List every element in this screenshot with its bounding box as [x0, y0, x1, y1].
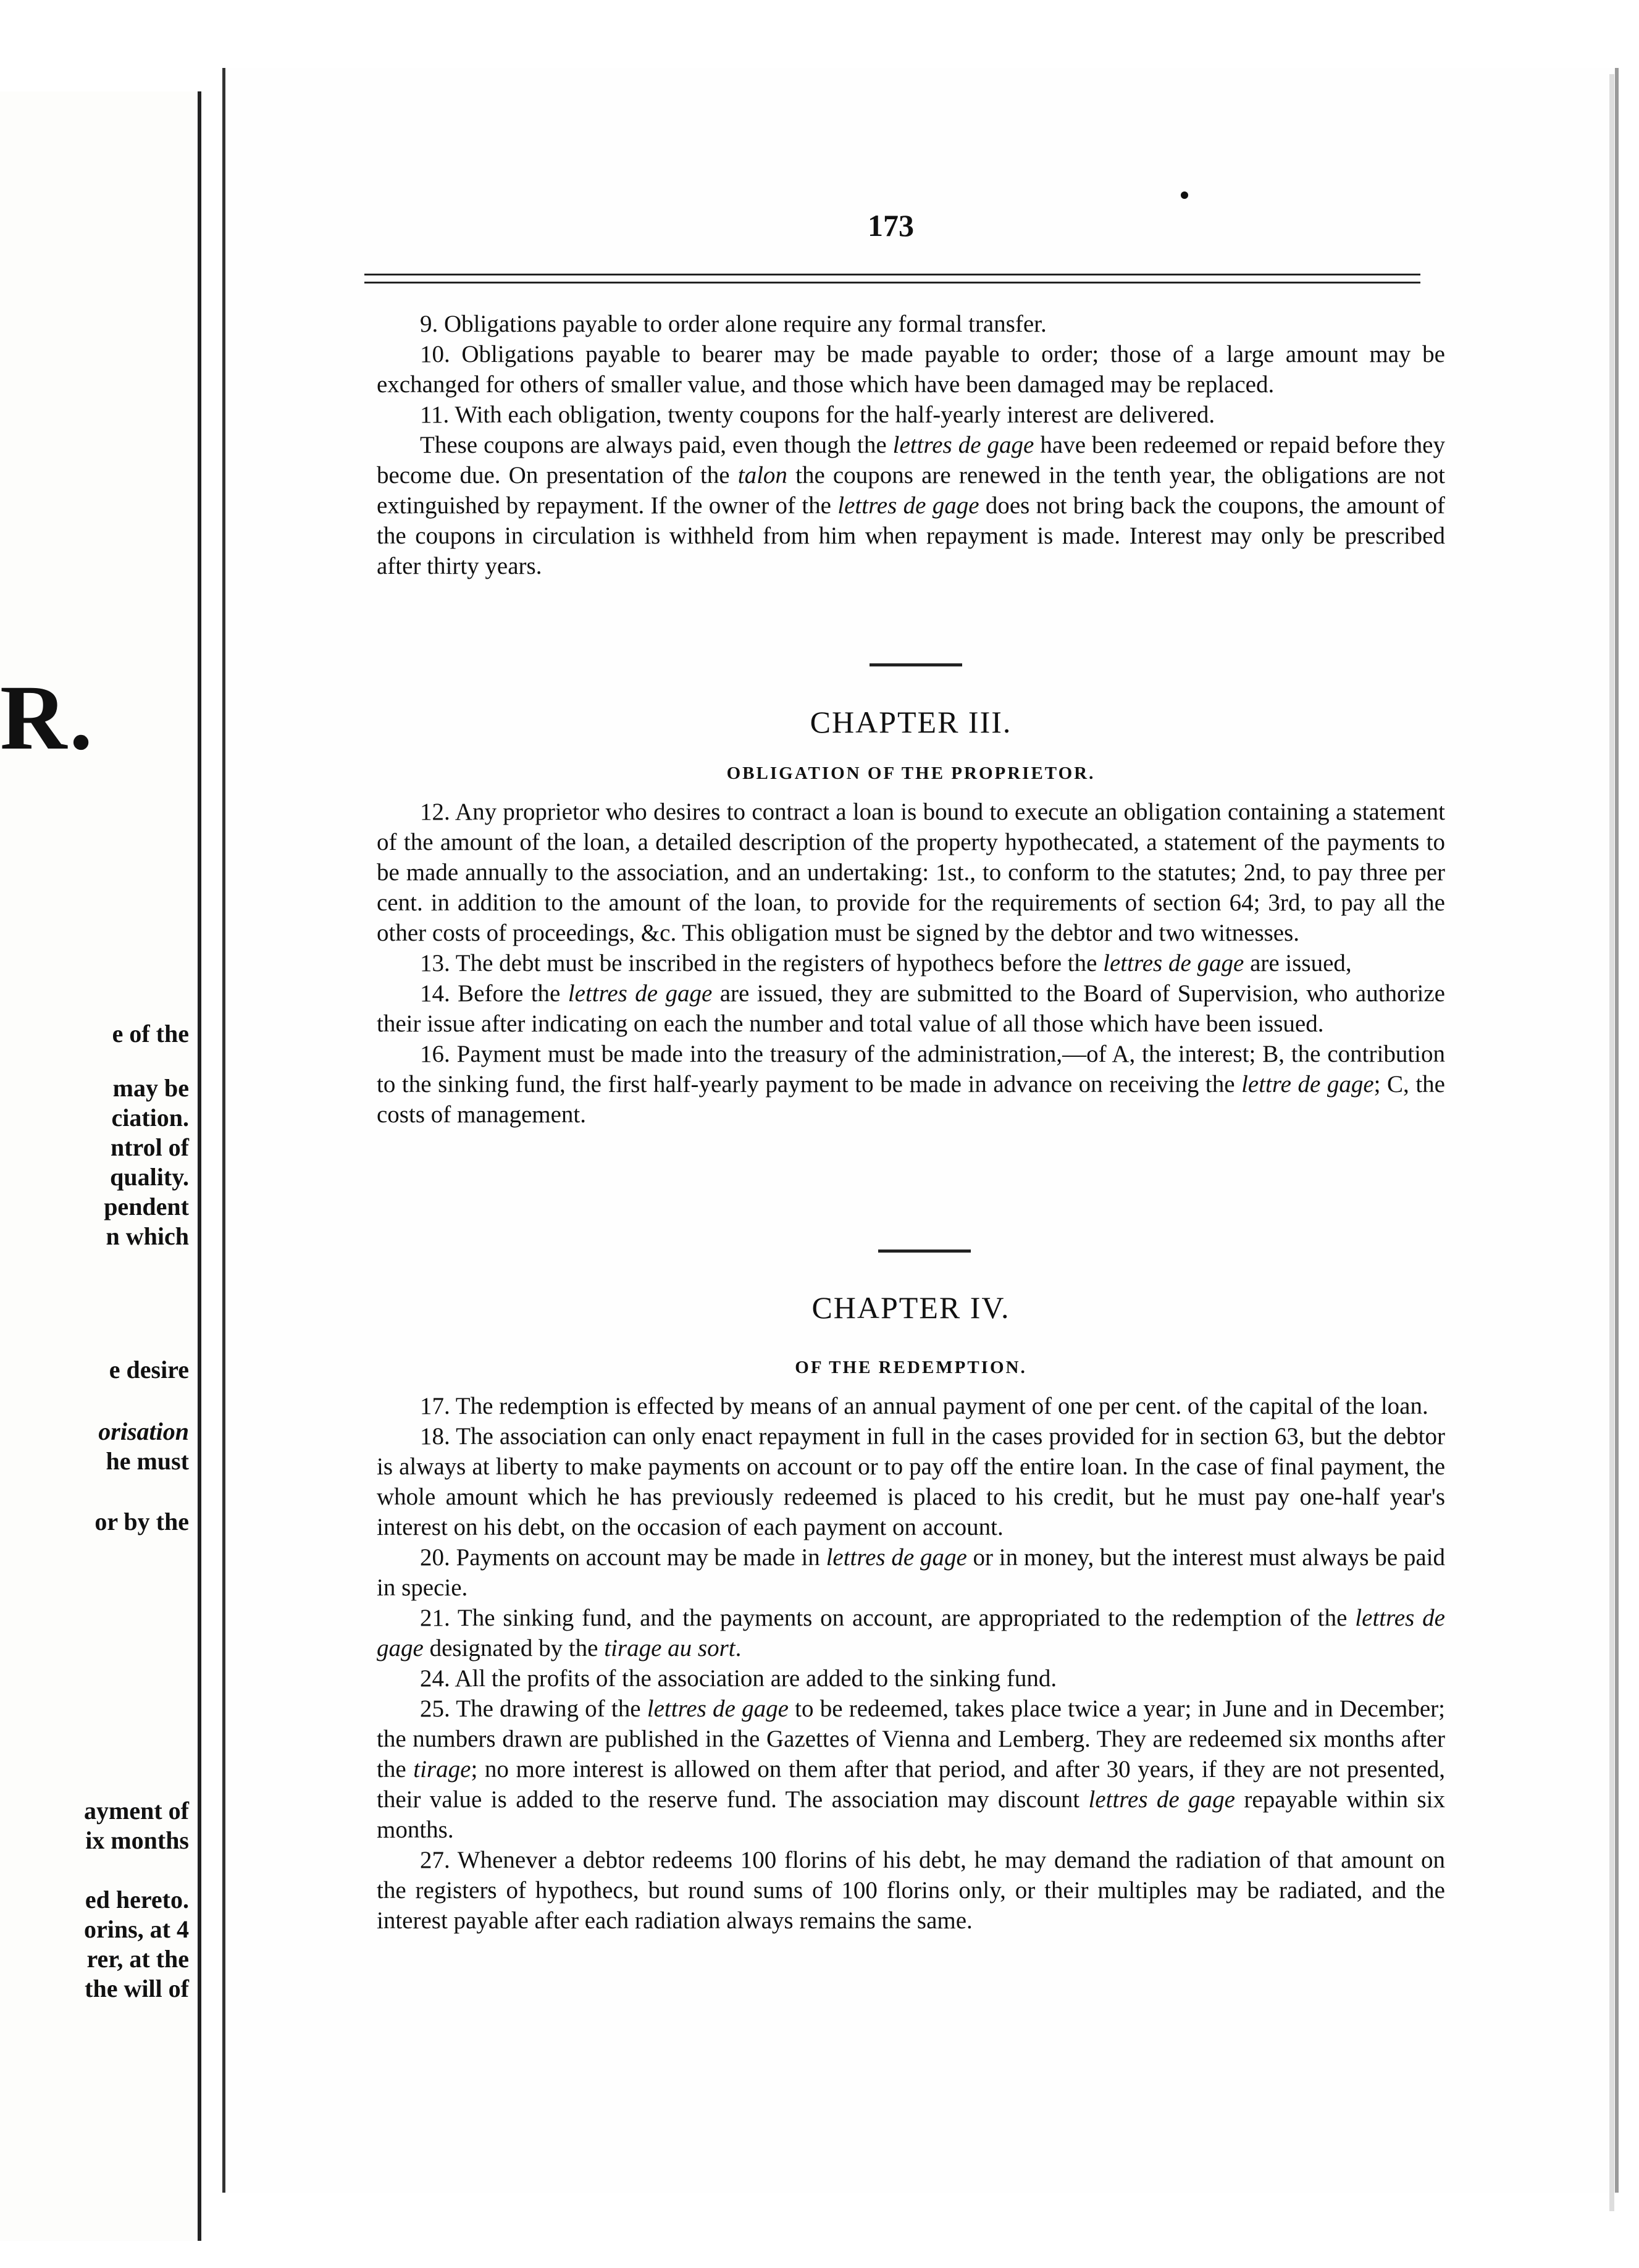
paragraph: 24. All the profits of the association are added to the sinking fund.	[420, 1665, 1057, 1692]
left-page-fragment: ix months	[85, 1826, 189, 1854]
paragraph: 14. Before the lettres de gage are issued, they are submitted to the Board of Supervision, who authorize their issue after indicating on each the number and total value of all those which have been issued.	[377, 980, 1445, 1037]
paragraph: 16. Payment must be made into the treasury of the administration,—of A, the interest; B, the contribution to the sinking fund, the first half-yearly payment to be made in advance on receiving the lettre de gage; C, the costs of management.	[377, 1041, 1445, 1128]
chapter-4-subtitle: OF THE REDEMPTION.	[795, 1358, 1027, 1377]
paragraph: 11. With each obligation, twenty coupons for the half-yearly interest are delivered.	[420, 401, 1215, 428]
left-page-fragment: n which	[106, 1222, 189, 1250]
paragraph: 12. Any proprietor who desires to contract a loan is bound to execute an obligation containing a statement of the amount of the loan, a detailed description of the property hypothecated, a statement of the payments to be made annually to the association, and an undertaking: 1st., to conform to the statutes; 2nd, to pay three per cent. in addition to the amount of the loan, to provide for the requirements of section 64; 3rd, to pay all the other costs of proceedings, &c. This obligation must be signed by the debtor and two witnesses.	[377, 799, 1445, 946]
section-articles-17-27	[377, 1391, 1445, 1936]
paragraph: 27. Whenever a debtor redeems 100 florins of his debt, he may demand the radiation of that amount on the registers of hypothecs, but round sums of 100 florins only, or their multiples may be radiated, and the interest payable after each radiation always remains the same.	[377, 1847, 1445, 1934]
paragraph: These coupons are always paid, even though the lettres de gage have been redeemed or repaid before they become due. On presentation of the talon the coupons are renewed in the tenth year, the obligations are not extinguished by repayment. If the owner of the lettres de gage does not bring back the coupons, the amount of the coupons in circulation is withheld from him when repayment is made. Interest may only be prescribed after thirty years.	[377, 432, 1446, 579]
chapter-3-title: CHAPTER III.	[810, 705, 1012, 739]
left-page-fragment: the will of	[85, 1975, 189, 2002]
left-page-fragment: may be	[112, 1074, 189, 1102]
left-page-fragment: orins, at 4	[84, 1915, 189, 1943]
page-number: 173	[868, 208, 914, 243]
chapter-divider-rule	[878, 1250, 971, 1253]
paragraph: 17. The redemption is effected by means of an annual payment of one per cent. of the capital of the loan.	[420, 1393, 1428, 1419]
left-page-fragment: quality.	[110, 1163, 189, 1191]
left-page-fragment: ed hereto.	[85, 1886, 189, 1913]
ink-dot	[1181, 191, 1188, 199]
left-page-fragment: orisation	[98, 1418, 189, 1445]
left-page-fragment: ayment of	[84, 1797, 189, 1825]
left-facing-page	[0, 91, 201, 2241]
paragraph: 21. The sinking fund, and the payments on account, are appropriated to the redemption of the lettres de gage designated by the tirage au sort.	[377, 1605, 1445, 1661]
paragraph: 9. Obligations payable to order alone require any formal transfer.	[420, 311, 1047, 337]
page-edge	[1609, 74, 1614, 2211]
header-double-rule	[364, 274, 1420, 284]
paragraph: 18. The association can only enact repayment in full in the cases provided for in section 63, but the debtor is always at liberty to make payments on account or to pay off the entire loan. In the case of final payment, the whole amount which he has previously redeemed is placed to his credit, but he must pay one-half year's interest on his debt, on the occasion of each payment on account.	[377, 1423, 1445, 1540]
left-page-fragment: rer, at the	[86, 1945, 189, 1973]
left-page-fragment: e of the	[112, 1020, 189, 1048]
left-page-fragment: or by the	[94, 1508, 189, 1535]
left-page-fragment: he must	[106, 1447, 189, 1475]
section-articles-9-11	[377, 309, 1445, 581]
paragraph: 10. Obligations payable to bearer may be made payable to order; those of a large amount may be exchanged for others of smaller value, and those which have been damaged may be replaced.	[377, 341, 1445, 398]
paragraph: 13. The debt must be inscribed in the registers of hypothecs before the lettres de gage are issued,	[420, 950, 1352, 976]
chapter-4-title: CHAPTER IV.	[811, 1290, 1010, 1325]
left-page-fragment: ciation.	[111, 1104, 189, 1132]
left-page-fragment: pendent	[104, 1193, 189, 1220]
left-page-large-letters: R.	[0, 666, 95, 769]
left-page-fragment: e desire	[109, 1356, 189, 1384]
left-page-fragment: ntrol of	[110, 1133, 189, 1161]
paragraph: 25. The drawing of the lettres de gage to be redeemed, takes place twice a year; in June and in December; the numbers drawn are published in the Gazettes of Vienna and Lemberg. They are redeemed six months after the tirage; no more interest is allowed on them after that period, and after 30 years, if they are not presented, their value is added to the reserve fund. The association may discount lettres de gage repayable within six months.	[377, 1695, 1446, 1843]
paragraph: 20. Payments on account may be made in lettres de gage or in money, but the interest must always be paid in specie.	[377, 1544, 1446, 1601]
chapter-3-subtitle: OBLIGATION OF THE PROPRIETOR.	[726, 763, 1096, 783]
section-articles-12-16	[377, 797, 1445, 1130]
chapter-divider-rule	[870, 663, 962, 666]
